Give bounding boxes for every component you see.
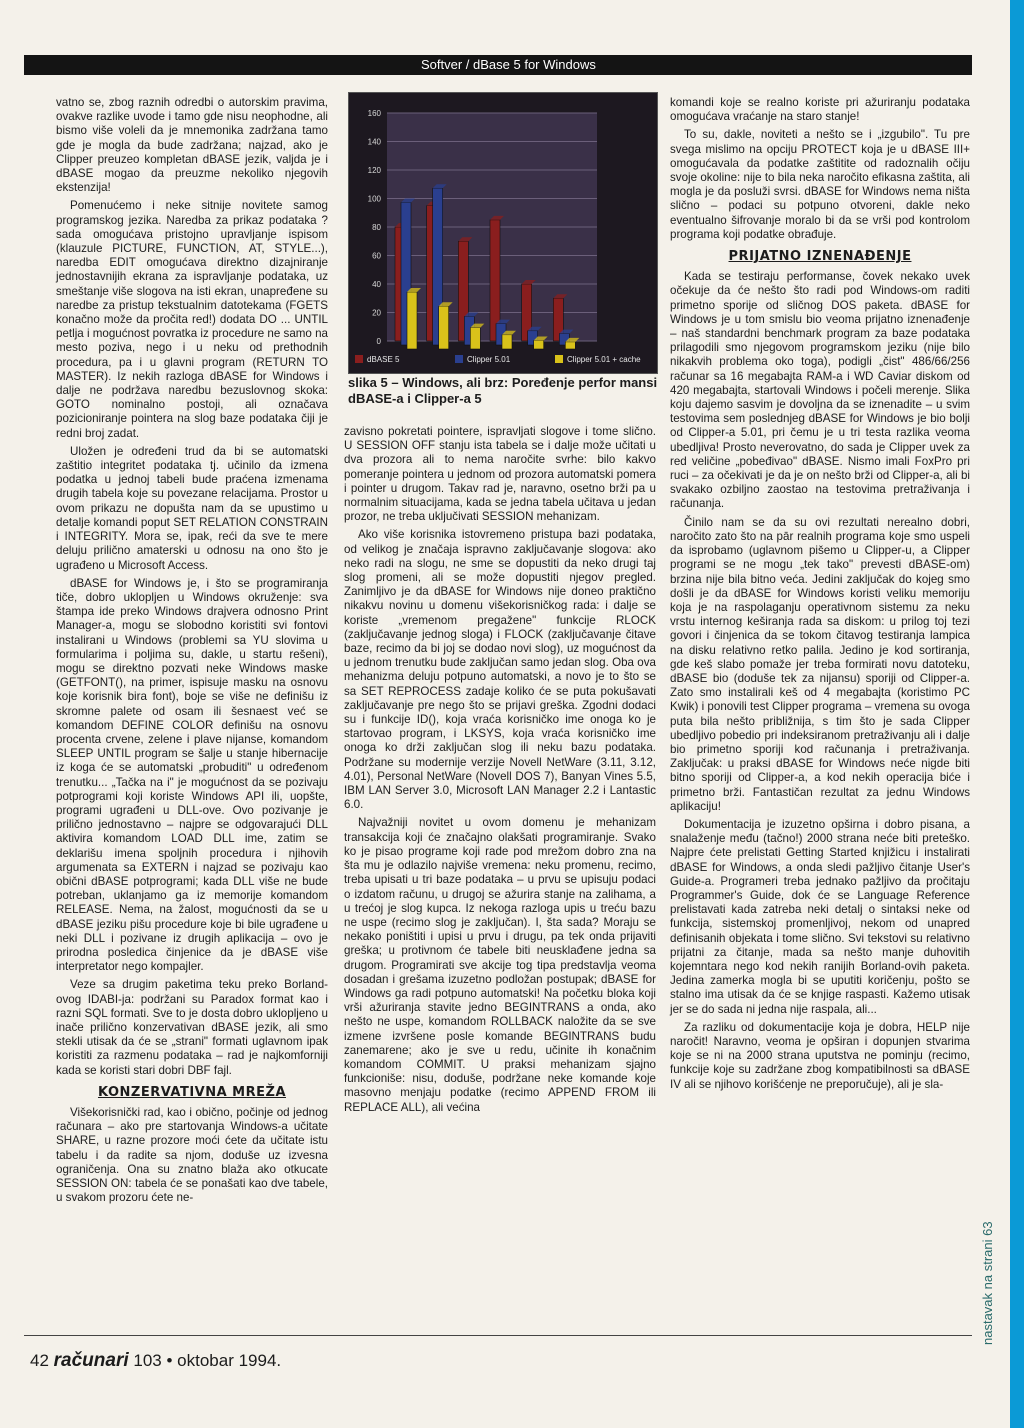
legend-swatch bbox=[555, 355, 563, 363]
footer-bullet: • bbox=[166, 1351, 173, 1370]
legend-label: dBASE 5 bbox=[367, 355, 400, 364]
paragraph: Najvažniji novitet u ovom domenu je mehanizam transakcija koji će značajno olakšati programiranje. Svako ko je pisao programe koji rade pod mrežom dobro zna na šta mu je odlazilo najviše vremena: neku promenu, recimo, treba upisati u tri baze podataka – u prvu se upisuju podaci o izdatom računu, u drugoj se ažurira stanje na zalihama, a u trećoj je slog kupca. Iz nekoga razloga upis u treću bazu ne uspe (recimo slog je zaključan). I, šta sada? Moraju se nekako poništiti i upisi u prvu i drugu, pa tek onda prijaviti greška; u protivnom će tabele biti neusklađene jedna sa drugom. Programirati sve akcije tog tipa predstavlja veoma dosadan i grešama izuzetno podložan postupak; dBASE for Windows ga radi potpuno automatski! Na početku bloka koji vrši ažuriranja stavite jedno BEGINTRANS a onda, ako nešto ne uspe, komandom ROLLBACK naložite da se sve izmene izvršene posle komande BEGINTRANS budu zanemarene; ako je sve u redu, učinite ih konačnim komandom COMMIT. U praksi mehanizam sjajno funkcioniše: nisu, doduše, podržane neke komande koje masovno menjaju podatke (recimo APPEND FROM ili REPLACE ALL), ali većina bbox=[344, 816, 656, 1114]
paragraph: zavisno pokretati pointere, ispravljati slogove i tome slično. U SESSION OFF stanju ista tabela se i dalje može učitati u dva prozora ali to nema naročite svrhe: bilo kakvo pomeranje pointera u jednom od prozora automatski pomera i pointer u drugom. Takav rad je, naravno, osetno brži pa u normalnim situacijama, kada se jedna tabela učitava u jedan prozor, ne treba uključivati SESSION mehanizam. bbox=[344, 425, 656, 524]
y-tick-label: 80 bbox=[372, 223, 381, 232]
page-number: 42 bbox=[30, 1351, 49, 1370]
continuation-note-text: nastavak na strani 63 bbox=[980, 1221, 995, 1345]
y-tick-label: 20 bbox=[372, 308, 381, 318]
bar bbox=[407, 292, 417, 349]
paragraph: dBASE for Windows je, i što se programiranja tiče, dobro uklopljen u Windows okruženje: sva štampa ide preko Windows drajvera odnosno Print Manager-a, mogu se slobodno koristiti svi fontovi instalirani u Windows (problemi sa YU slovima u formularima i poljima su, dakle, u startu rešeni), mogu se direktno pozvati neke Windows maske (GETFONT(), na primer, ispisuje masku na osnovu koje korisnik bira font), boje se više ne definišu iz skromne palete od osam ili šesnaest već se komandom DEFINE COLOR definišu na osnovu procenta crvene, zelene i plave nijanse, komandom SLEEP UNTIL program se šalje u stanje hibernacije iz koga će se automatski „probuditi" u određenom trenutku... „Tačka na i" je mogućnost da se pozivaju potprogrami koji koriste Windows API ili, uopšte, programi ugrađeni u DLL-ove. Ovo pozivanje je prilično jednostavno – najpre se odgovarajući DLL aktivira komandom LOAD DLL ime, zatim se deklarišu imena spoljnih procedura i njihovih argumenata sa EXTERN i najzad se pozivaju kao obični dBASE potprogrami; kada DLL više ne bude potreban, uklanjamo ga iz memorije komandom RELEASE. Nema, na žalost, mogućnosti da se u dBASE jeziku pišu procedure koje bi bile ugrađene u neki DLL i pozivane iz drugih aplikacija – ovo je prirodna posledica činjenice da je dBASE više interpretator nego kompajler. bbox=[56, 576, 328, 974]
legend-swatch bbox=[355, 355, 363, 363]
section-heading: PRIJATNO IZNENAĐENJE bbox=[728, 249, 912, 265]
footer-rule bbox=[24, 1335, 972, 1336]
legend-label: Clipper 5.01 bbox=[467, 355, 511, 364]
y-tick-label: 0 bbox=[376, 337, 381, 346]
y-tick-label: 160 bbox=[367, 109, 381, 118]
article-column-1 bbox=[56, 96, 328, 1366]
bar bbox=[534, 340, 544, 349]
paragraph: To su, dakle, noviteti a nešto se i „izgubilo". Tu pre svega mislimo na opciju PROTECT koja je u dBASE III+ omogućavala da podatke zaštitite od radoznalih očiju svoje okoline: nije to bila neka naročito efikasna zaštita, ali mogla je da posluži svrsi. dBASE for Windows nema ništa slično – podaci su potpuno otvoreni, dakle neko eventualno šifrovanje moralo bi da se vrši pod kontrolom programa koji podatke obrađuje. bbox=[670, 128, 970, 241]
section-header-title: Softver / dBase 5 for Windows bbox=[421, 57, 596, 72]
y-tick-label: 140 bbox=[367, 137, 381, 147]
paragraph: Pomenućemo i neke sitnije novitete samog programskog jezika. Naredba za prikaz podataka ? sada omogućava pristojno upravljanje ispisom (klauzule PICTURE, FUNCTION, AT, STYLE...), naredba EDIT omogućava direktno dizajniranje jednostavnijih ekrana za ispravljanje podataka, uz smeštanje više slogova na isti ekran, unapređene su naredbe za pristup tekstualnim datotekama (FGETS konačno može da pročita red!) dodata DO ... UNTIL petlja i mogućnost povratka iz procedure ne samo na mesto poziva, nego i u neku od prethodnih procedura, pa i u glavni program (RETURN TO MASTER). Iz nekih razloga dBASE for Windows i dalje ne podržava naredbu bezuslovnog skoka: GOTO nominalno postoji, ali označava pozicioniranje pointera na slog baze podataka čiji je redni broj zadat. bbox=[56, 199, 328, 440]
bar bbox=[502, 335, 512, 349]
paragraph: Za razliku od dokumentacije koja je dobra, HELP nije naročit! Naravno, veoma je opširan i dopunjen stvarima koje se ni na 2000 strana uputstva ne pominju (recimo, funkcije koje su zadržane zbog kompatibilnosti sa dBASE IV ali se njihovo korišćenje ne preporučuje), ali je sla- bbox=[670, 1020, 970, 1091]
paragraph: Veze sa drugim paketima teku preko Borland-ovog IDABI-ja: podržani su Paradox format kao i razni SQL formati. Sve to je dosta dobro uklopljeno u inače prilično konzervativan dBASE jezik, ali smo stekli utisak da će se „strani" formati uglavnom ipak koristiti za razmenu podataka – rad je najkomforniji kada se koristi stari dobri DBF fajl. bbox=[56, 978, 328, 1077]
issue-date: oktobar 1994. bbox=[177, 1351, 282, 1370]
magazine-name: računari bbox=[53, 1350, 129, 1371]
section-heading: KONZERVATIVNA MREŽA bbox=[97, 1084, 286, 1100]
page-footer bbox=[30, 1350, 281, 1372]
figure-caption: slika 5 – Windows, ali brz: Poređenje perfor mansi dBASE-a i Clipper-a 5 bbox=[348, 375, 658, 406]
paragraph: vatno se, zbog raznih odredbi o autorskim pravima, ovakve razlike uvode i tamo gde nisu neophodne, ali bismo više voleli da je mnemonika zadržana tamo gde je mogla da bude zadržana; najzad, ako je Clipper preuzeo kompletan dBASE jezik, valjda je i dBASE mogao da preuzme nekoliko njegovih ekstenzija! bbox=[56, 96, 328, 195]
issue-number: 103 bbox=[133, 1351, 162, 1370]
paragraph: Višekorisnički rad, kao i obično, počinje od jednog računara – ako pre startovanja Windows-a učitate SHARE, u razne prozore moći ćete da učitate istu tabelu i da radite sa njom, doduše uz izvesna ograničenja. Ona su znatno blaža ako otkucate SESSION ON: tabela će se ponašati kao dve tabele, u svakom prozoru ćete ne- bbox=[56, 1106, 328, 1205]
bar bbox=[565, 342, 575, 349]
legend-label: Clipper 5.01 + cache bbox=[567, 355, 641, 364]
continuation-note bbox=[980, 1170, 994, 1350]
paragraph: Ako više korisnika istovremeno pristupa bazi podataka, od velikog je značaja ispravno zaključavanje slogova: ako neko radi na slogu, ne sme se dopustiti da neko drugi taj slog promeni, ali se može dopustiti njegov pregled. Zanimljivo je da dBASE for Windows nije doneo praktično nikakvu novinu u domenu višekorisničkog rada: i dalje se koriste „vremenom pregažene" funkcije RLOCK (zaključavanje jednog sloga) i FLOCK (zaključavanje čitave baze, recimo da bi joj se dodao novi slog), uz mogućnost da u jednom trenutku bude zaključan samo jedan slog. Oba ova mehanizma deluju potpuno automatski, a novo je to što se sa SET REPROCESS zadaje koliko će se puta pokušavati zaključavanje pre nego što se prijavi greška. Zgodni dodaci su i funkcije ID(), koja vraća korisničko ime onoga ko je startovao program, i LKSYS, koja vraća korisničko ime onoga ko drži zaključan slog ili neku bazu podataka. Podržane su modernije verzije Novell NetWare (3.11, 3.12, 4.01), Personal NetWare (Novell DOS 7), Banyan Vines 5.5, IBM LAN Server 3.0, Microsoft LAN Manager 2.2 i Lantastic 6.0. bbox=[344, 528, 656, 812]
section-header-bar bbox=[24, 55, 972, 75]
paragraph: komandi koje se realno koriste pri ažuriranju podataka omogućava vraćanje na staro stanje! bbox=[670, 96, 970, 124]
page-edge-strip bbox=[1010, 0, 1024, 1428]
paragraph: Kada se testiraju performanse, čovek nekako uvek očekuje da će nešto što radi pod Windows-om raditi primetno sporije od sličnog DOS paketa. dBASE for Windows je u tom smislu bio veoma prijatno iznenađenje – naš standardni benchmark program za baze podataka prilagodili smo njegovom programskom jeziku (nije bilo nikakvih problema oko toga), podigli „čist" 486/66/256 računar sa 16 megabajta RAM-a i WD Caviar diskom od 420 megabajta, startovali Windows i počeli merenje. Slika koju dajemo sasvim je dovoljna da se iznenadite – u svim testovima sem poslednjeg dBASE for Windows je bio bolji od Clipper-a 5.01, pri čemu je u tri testa razlika veoma ubedljiva! Prosto neverovatno, do sada je Clipper uvek za red veličine „pobeđivao" dBASE. Nismo imali FoxPro pri ruci – za očekivati je da je on nešto brži od Clipper-a, ali bi svakako ozbiljno zaostao na testovima pretraživanja i računanja. bbox=[670, 270, 970, 511]
benchmark-chart bbox=[348, 92, 658, 374]
y-tick-label: 40 bbox=[372, 280, 381, 289]
bar bbox=[439, 306, 449, 349]
legend-swatch bbox=[455, 355, 463, 363]
paragraph: Uložen je određeni trud da bi se automatski zaštitio integritet podataka tj. učinilo da izmena podatka u jednoj tabeli bude praćena izmenama drugih tabela koje su povezane relacijama. Prostor u ovom prikazu ne dopušta nam da se upustimo u detalje komandi poput SET RELATION CONSTRAIN i INTEGRITY. Mora se, ipak, reći da sve te mere deluju prilično amaterski u odnosu na ono što je ugrađeno u Microsoft Access. bbox=[56, 444, 328, 572]
bar bbox=[470, 328, 480, 349]
y-tick-label: 60 bbox=[372, 251, 381, 261]
paragraph: Dokumentacija je izuzetno opširna i dobro pisana, a snalaženje među (tačno!) 2000 strana neće biti preteško. Najpre ćete prelistati Getting Started knjižicu i instalirati dBASE for Windows, a onda sledi pažljivo čitanje User's Guide-a. Programeri treba jednako pažljivo da pročitaju Programmer's Guide, dok će se Language Reference prelistavati kada zatreba neki detalj o sintaksi neke od funkcija, sistemskoj promenljivoj, nekom od unapred definisanih objekata i tome slično. Svi tekstovi su relativno prijatni za čitanje, mada sa nešto manje duhovitih kojemntara nego kod nekih ranijih Borland-ovih paketa. Jedina zamerka mogla bi se uputiti koričenju, pošto se stalno ima utisak da će se knjige raspasti. Kažemo utisak jer se do sada ni jedna nije raspala, ali... bbox=[670, 817, 970, 1016]
y-tick-label: 100 bbox=[367, 194, 381, 204]
article-column-2 bbox=[344, 425, 656, 1355]
benchmark-chart-svg bbox=[349, 93, 657, 373]
article-column-3 bbox=[670, 96, 970, 1366]
y-tick-label: 120 bbox=[367, 166, 381, 175]
paragraph: Činilo nam se da su ovi rezultati nerealno dobri, naročito zato što na pār realnih programa koje smo uspeli da isprobamo (uglavnom pišemo u Clipper-u, a Clipper programi se ne mogu „tek tako" prevesti dBASE-om) brzina nije bila bitno veća. Jedini zaključak do kojeg smo došli je da dBASE for Windows koristi veliku memoriju koja je na raspolaganju operativnom sistemu za neku vrstu internog keširanja rada sa diskom: u prilog toj tezi govori i činjenica da se tokom čitavog testiranja lampica na disku relativno retko palila. Jedino je kod sortiranja, gde keš slabo pomaže jer treba formirati novu datoteku, dBASE bio (doduše tek za nijansu) sporiji od Clipper-a. Zato smo instalirali keš od 4 megabajta (koristimo PC Kwik) i ponovili test Clipper programa – vremena su ovoga puta bila nešto približnija, s tim što je sada Clipper ubedljivo pobedio pri indeksiranom pretraživanju ali i dalje bio primetno sporiji kod računanja i pretraživanja. Zaključak: u praksi dBASE for Windows neće nigde biti bitno sporiji od Clipper-a, a kod nekih operacija biće i primetno brži. Fantastičan rezultat za jednu Windows aplikaciju! bbox=[670, 515, 970, 813]
